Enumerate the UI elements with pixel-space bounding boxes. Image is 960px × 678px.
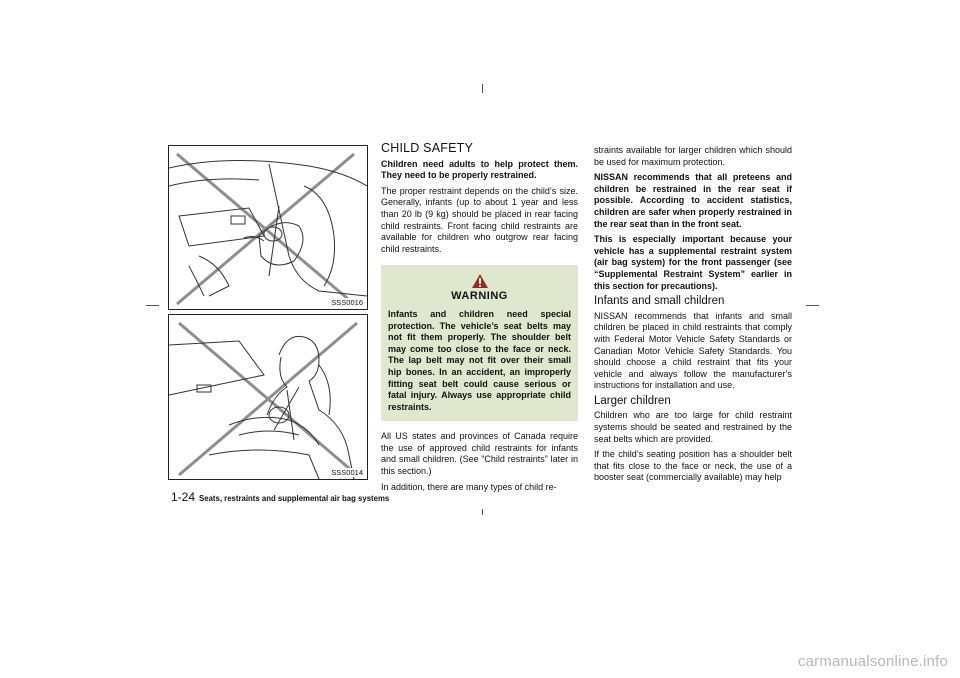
- warning-header: [388, 273, 571, 303]
- warning-triangle-icon: [471, 273, 489, 289]
- paragraph-too-large: Children who are too large for child restraint systems should be seated and restrained by the seat belts which are provided.: [594, 410, 792, 444]
- paragraph-infants: NISSAN recommends that infants and small children be placed in child restraints that comply with Federal Motor Vehicle Safety Standards or Canadian Motor Vehicle Safety Standards. You should choose a child restraint that fits your vehicle and always follow the manufacturer’s instructions for installation and use.: [594, 310, 792, 391]
- bold-supplemental-restraint: This is especially important because your vehicle has a supplemental restraint system (air bag system) for the front passenger (see “Supplemental Restraint System” earlier in this section for precautions).: [594, 234, 792, 291]
- paragraph-larger-children-restraints: straints available for larger children which should be used for maximum protection.: [594, 145, 792, 167]
- figure-label: SSS0014: [331, 468, 363, 477]
- intro-bold-text: Children need adults to help protect them. They need to be properly restrained.: [381, 158, 578, 181]
- paragraph-us-states: All US states and provinces of Canada require the use of approved child restraints for infants and small children. (See “Child restraints” later in this section.): [381, 431, 578, 477]
- crop-mark-top: [482, 84, 483, 93]
- warning-body: Infants and children need special protection. The vehicle’s seat belts may not fit them properly. The shoulder belt may come too close to the face or neck. The lap belt may not fit over their small hip bones. In an accident, an improperly fitting seat belt could cause serious or fatal injury. Always use appropriate child restraints.: [388, 308, 571, 412]
- figure-child-on-lap: [168, 314, 368, 480]
- crop-mark-right: [806, 305, 819, 306]
- warning-box: [381, 265, 578, 421]
- page-footer: [171, 488, 389, 506]
- page-number: 1-24: [171, 490, 196, 504]
- right-column: [594, 145, 792, 488]
- child-on-lap-illustration: [169, 315, 367, 479]
- rear-facing-seat-illustration: [169, 146, 367, 309]
- section-name: Seats, restraints and supplemental air bag systems: [199, 494, 390, 503]
- middle-column: [381, 143, 578, 497]
- crop-mark-bottom: [482, 509, 483, 515]
- warning-title: WARNING: [451, 290, 508, 303]
- paragraph-types-child-restraints: In addition, there are many types of child re-: [381, 481, 557, 492]
- crop-mark-left: [146, 305, 159, 306]
- figure-label: SSS0016: [331, 298, 363, 307]
- heading-infants: Infants and small children: [594, 295, 725, 308]
- watermark[interactable]: carmanualsonline.info: [797, 653, 948, 670]
- heading-larger-children: Larger children: [594, 394, 671, 407]
- paragraph-booster-seat: If the child’s seating position has a shoulder belt that fits close to the face or neck, the use of a booster seat (commercially available) may help: [594, 449, 792, 483]
- section-title: CHILD SAFETY: [381, 141, 473, 155]
- bold-nissan-recommends: NISSAN recommends that all preteens and children be restrained in the rear seat if possible. According to accident statistics, children are safer when properly restrained in the rear seat than in the front seat.: [594, 172, 792, 229]
- figure-rear-facing-seat: [168, 145, 368, 310]
- paragraph-restraint-size: The proper restraint depends on the child’s size. Generally, infants (up to about 1 year and less than 20 lb (9 kg) should be placed in rear facing child restraints. Front facing child restraints are available for children who outgrow rear facing child restraints.: [381, 185, 578, 254]
